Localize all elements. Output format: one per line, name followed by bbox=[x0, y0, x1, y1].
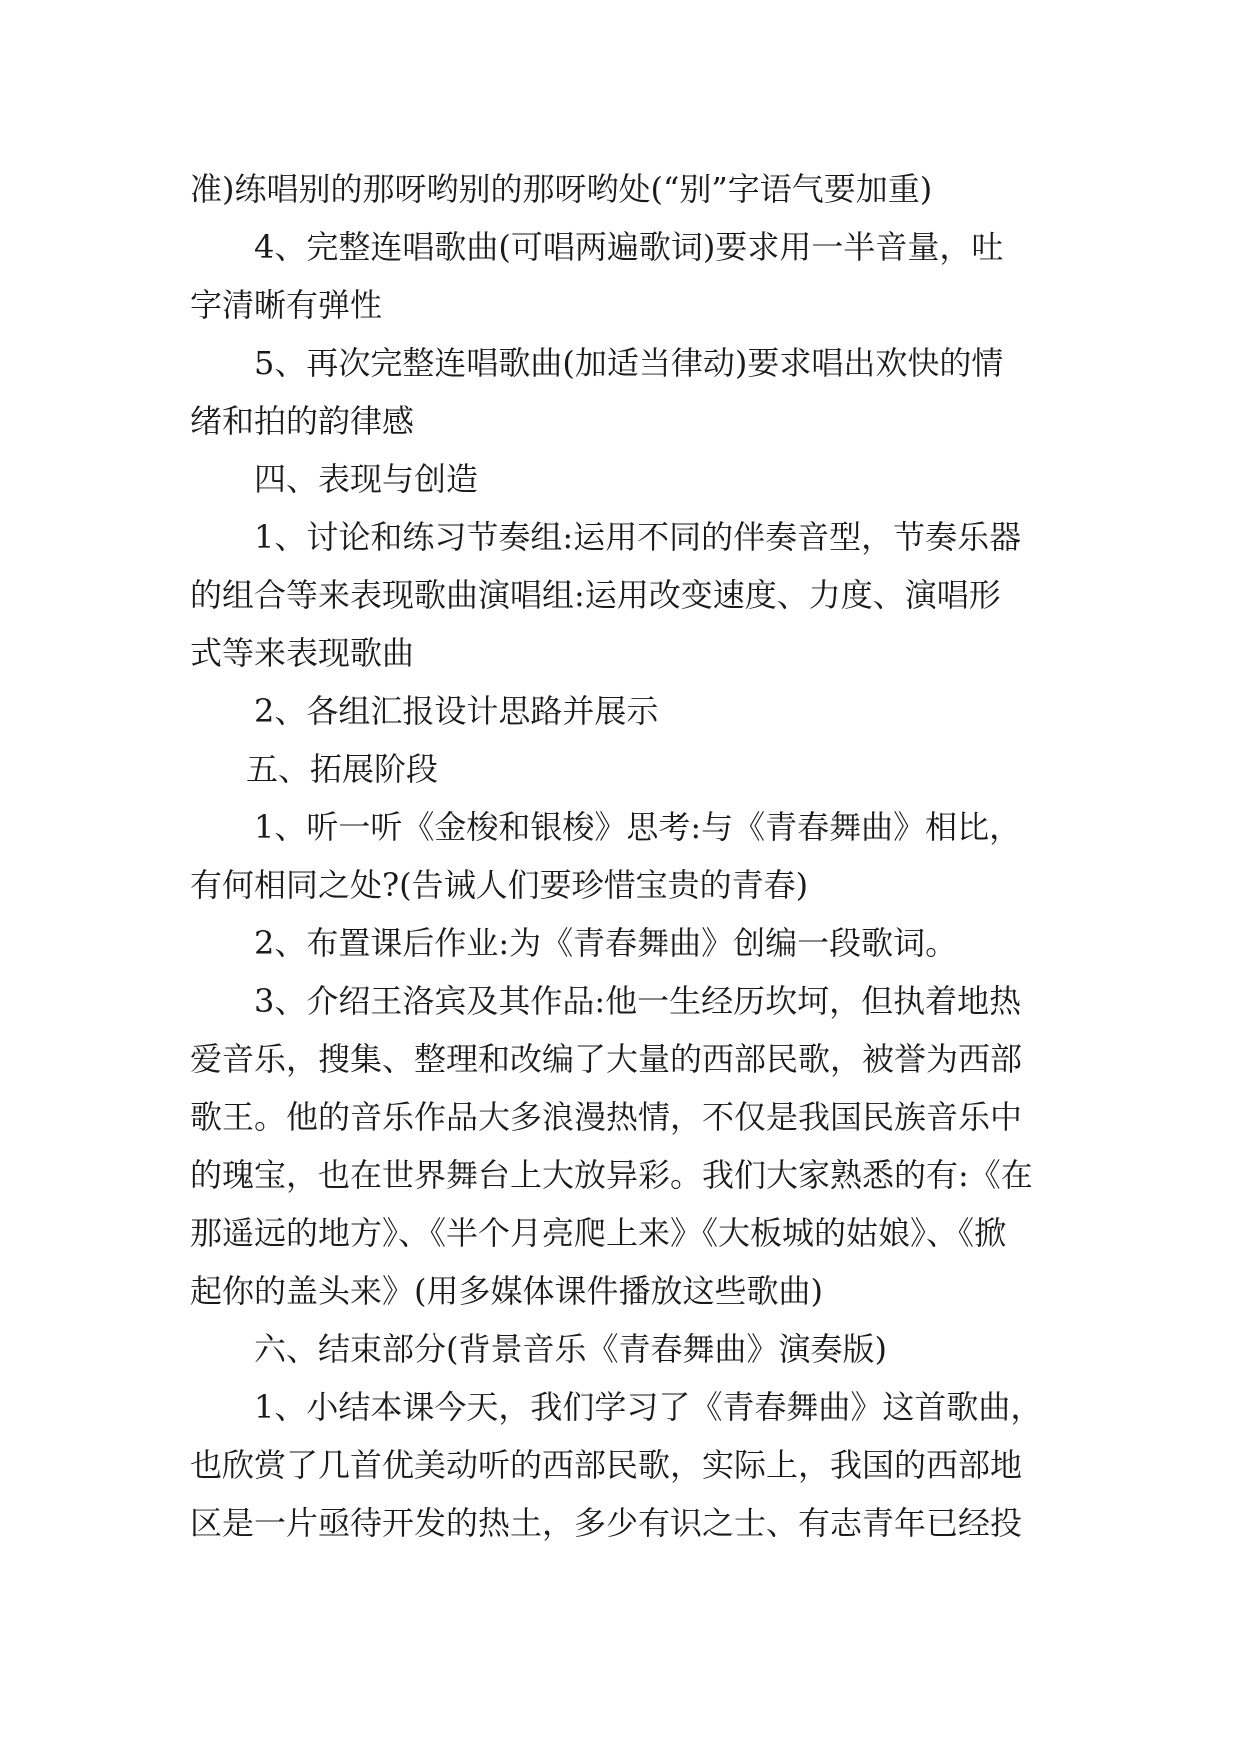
text-line: 3、介绍王洛宾及其作品:他一生经历坎坷，但执着地热 bbox=[254, 982, 1022, 1020]
section-heading: 六、结束部分(背景音乐《青春舞曲》演奏版) bbox=[254, 1330, 887, 1368]
text-line: 1、听一听《金梭和银梭》思考:与《青春舞曲》相比， bbox=[254, 808, 1022, 846]
text-line: 绪和拍的韵律感 bbox=[190, 402, 415, 440]
text-line: 式等来表现歌曲 bbox=[190, 634, 415, 672]
text-line: 4、完整连唱歌曲(可唱两遍歌词)要求用一半音量，吐 bbox=[254, 228, 1004, 266]
text-line: 5、再次完整连唱歌曲(加适当律动)要求唱出欢快的情 bbox=[254, 344, 1004, 382]
text-line: 也欣赏了几首优美动听的西部民歌，实际上，我国的西部地 bbox=[190, 1446, 1023, 1484]
text-line: 爱音乐，搜集、整理和改编了大量的西部民歌，被誉为西部 bbox=[190, 1040, 1023, 1078]
document-body bbox=[190, 160, 1060, 1552]
text-line: 字清晰有弹性 bbox=[190, 286, 383, 324]
section-heading: 五、拓展阶段 bbox=[246, 750, 439, 788]
text-line: 2、布置课后作业:为《青春舞曲》创编一段歌词。 bbox=[254, 924, 958, 962]
text-line: 有何相同之处?(告诫人们要珍惜宝贵的青春) bbox=[190, 866, 809, 904]
text-line: 的组合等来表现歌曲演唱组:运用改变速度、力度、演唱形 bbox=[190, 576, 1001, 614]
text-line: 1、讨论和练习节奏组:运用不同的伴奏音型，节奏乐器 bbox=[254, 518, 1022, 556]
text-line: 的瑰宝，也在世界舞台上大放异彩。我们大家熟悉的有:《在 bbox=[190, 1156, 1033, 1194]
text-line: 1、小结本课今天，我们学习了《青春舞曲》这首歌曲， bbox=[254, 1388, 1043, 1426]
text-line: 区是一片亟待开发的热土，多少有识之士、有志青年已经投 bbox=[190, 1504, 1023, 1542]
text-line: 歌王。他的音乐作品大多浪漫热情，不仅是我国民族音乐中 bbox=[190, 1098, 1023, 1136]
section-heading: 四、表现与创造 bbox=[254, 460, 479, 498]
text-line: 那遥远的地方》、《半个月亮爬上来》《大板城的姑娘》、《掀 bbox=[190, 1214, 1007, 1252]
text-line: 2、各组汇报设计思路并展示 bbox=[254, 692, 659, 730]
text-line: 准)练唱别的那呀哟别的那呀哟处(“别”字语气要加重) bbox=[190, 170, 933, 208]
text-line: 起你的盖头来》(用多媒体课件播放这些歌曲) bbox=[190, 1272, 823, 1310]
